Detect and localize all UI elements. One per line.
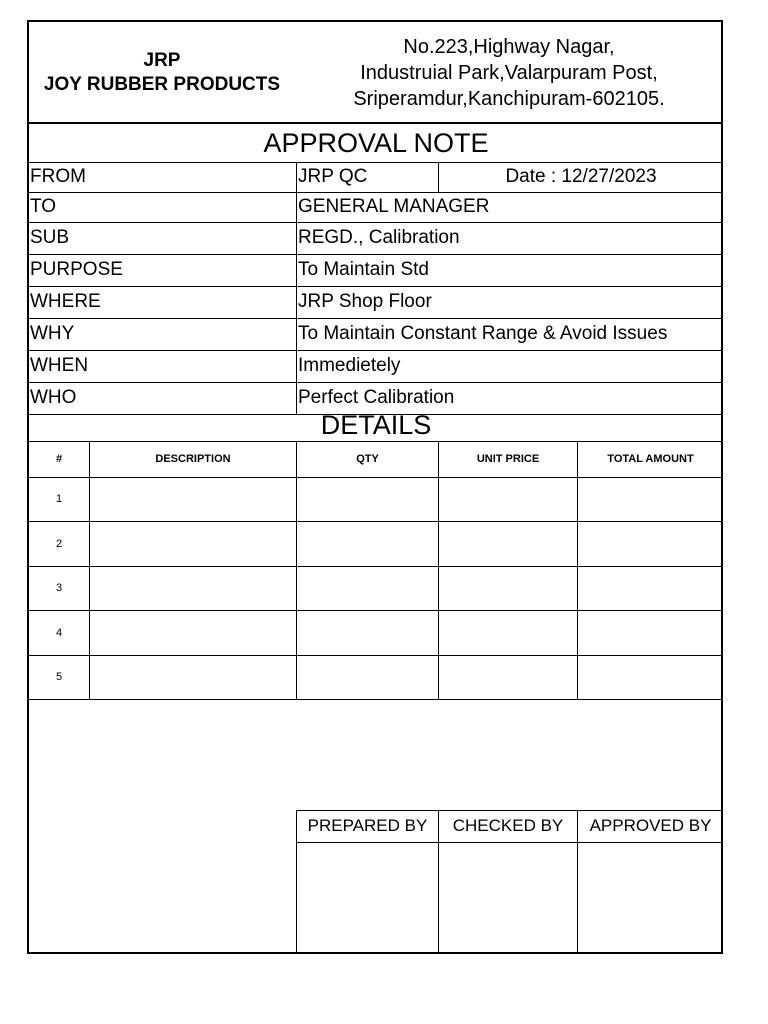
- field-value-when: Immedietely: [298, 355, 401, 376]
- column-line: [89, 441, 90, 699]
- row-line: [29, 566, 723, 567]
- row-line: [29, 477, 723, 478]
- field-label-to: TO: [30, 196, 57, 217]
- details-header-unit-price: UNIT PRICE: [476, 453, 540, 465]
- company-full-name: JOY RUBBER PRODUCTS: [43, 73, 281, 95]
- row-line: [29, 655, 723, 656]
- address-line-2: Industruial Park,Valarpuram Post,: [360, 61, 658, 84]
- column-line: [438, 441, 439, 699]
- approval-note-form: [27, 20, 723, 954]
- field-value-why: To Maintain Constant Range & Avoid Issues: [298, 323, 668, 344]
- prepared-by-signature-area[interactable]: [297, 843, 438, 954]
- field-label-purpose: PURPOSE: [30, 259, 123, 280]
- column-line: [577, 441, 578, 699]
- checked-by-signature-area[interactable]: [439, 843, 577, 954]
- table-row-number: 3: [55, 582, 63, 594]
- approved-by-label: APPROVED BY: [589, 816, 712, 835]
- table-row-number: 2: [55, 537, 63, 550]
- details-header-number: #: [55, 453, 63, 465]
- details-header-qty: QTY: [356, 453, 379, 465]
- table-row-number: 1: [55, 493, 63, 505]
- company-short-name: JRP: [143, 49, 181, 71]
- field-label-sub: SUB: [30, 227, 70, 248]
- field-value-from: JRP QC: [298, 166, 368, 187]
- field-value-to: GENERAL MANAGER: [298, 196, 490, 217]
- date-field: Date : 12/27/2023: [505, 166, 657, 187]
- details-title: DETAILS: [320, 410, 432, 440]
- details-header-total-amount: TOTAL AMOUNT: [607, 453, 694, 465]
- table-row-number: 5: [55, 671, 63, 683]
- address-line-1: No.223,Highway Nagar,: [403, 35, 615, 58]
- company-block: [29, 22, 295, 123]
- approved-by-signature-area[interactable]: [578, 843, 723, 954]
- field-label-from: FROM: [30, 166, 86, 187]
- field-label-where: WHERE: [30, 291, 101, 312]
- company-address: [295, 22, 723, 123]
- field-value-sub: REGD., Calibration: [298, 227, 460, 248]
- table-row-number: 4: [55, 626, 63, 639]
- field-label-who: WHO: [30, 387, 77, 408]
- address-line-3: Sriperamdur,Kanchipuram-602105.: [353, 87, 665, 110]
- row-line: [29, 610, 723, 611]
- field-value-where: JRP Shop Floor: [298, 291, 432, 312]
- column-line: [296, 441, 297, 699]
- row-line: [29, 699, 723, 700]
- row-line: [29, 521, 723, 522]
- prepared-by-label: PREPARED BY: [307, 816, 428, 835]
- field-value-who: Perfect Calibration: [298, 387, 455, 408]
- field-label-when: WHEN: [30, 355, 89, 376]
- note-title: APPROVAL NOTE: [263, 128, 489, 158]
- field-label-why: WHY: [30, 323, 75, 344]
- details-header-description: DESCRIPTION: [155, 453, 231, 465]
- checked-by-label: CHECKED BY: [452, 816, 564, 835]
- field-value-purpose: To Maintain Std: [298, 259, 429, 280]
